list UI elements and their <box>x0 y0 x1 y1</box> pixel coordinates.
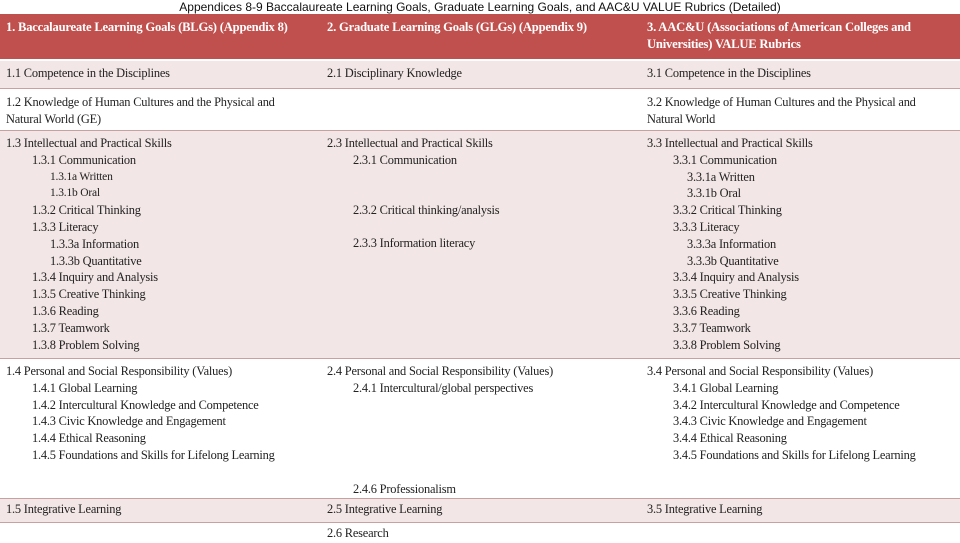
list-item: 2.3.3 Information literacy <box>353 236 476 251</box>
cell <box>320 131 640 358</box>
list-item: 1.4.5 Foundations and Skills for Lifelong Learning <box>32 447 275 462</box>
table-row <box>0 89 960 131</box>
list-item: 3.3.2 Critical Thinking <box>673 203 782 218</box>
list-item: 3.3 Intellectual and Practical Skills <box>647 136 813 150</box>
list-item: 3.3.3 Literacy <box>673 219 740 234</box>
list-item: 3.3.6 Reading <box>673 303 740 318</box>
list-item: 3.3.3b Quantitative <box>687 253 779 268</box>
cell: 1.1 Competence in the Disciplines <box>6 66 170 80</box>
list-item: 1.3.4 Inquiry and Analysis <box>32 270 158 285</box>
table-row <box>0 131 960 359</box>
list-item: 3.3.3a Information <box>687 236 776 251</box>
list-item: 3.3.7 Teamwork <box>673 320 751 335</box>
table-row <box>0 523 960 543</box>
list-item: 2.3 Intellectual and Practical Skills <box>327 136 493 150</box>
cell: 3.1 Competence in the Disciplines <box>647 66 811 80</box>
table-row <box>0 499 960 523</box>
list-item: 1.3.3a Information <box>50 236 139 251</box>
list-item: 1.4 Personal and Social Responsibility (Values) <box>6 364 232 378</box>
list-item: 2.4 Personal and Social Responsibility (Values) <box>327 364 553 378</box>
cell: 1.2 Knowledge of Human Cultures and the Physical and Natural World (GE) <box>6 95 275 126</box>
list-item: 3.3.1a Written <box>687 169 755 184</box>
cell: 3.2 Knowledge of Human Cultures and the Physical and Natural World <box>647 95 916 126</box>
list-item: 1.4.4 Ethical Reasoning <box>32 431 146 446</box>
list-item: 1.3.2 Critical Thinking <box>32 203 141 218</box>
list-item: 1.4.1 Global Learning <box>32 380 138 395</box>
list-item: 1.3.5 Creative Thinking <box>32 287 146 302</box>
list-item: 3.4.4 Ethical Reasoning <box>673 431 787 446</box>
cell <box>640 131 960 358</box>
list-item: 2.4.1 Intercultural/global perspectives <box>353 380 534 395</box>
list-item: 3.4.2 Intercultural Knowledge and Competence <box>673 397 900 412</box>
list-item: 1.3.1b Oral <box>50 187 100 200</box>
cell <box>640 359 960 498</box>
list-item: 1.3.6 Reading <box>32 303 99 318</box>
list-item: 3.3.5 Creative Thinking <box>673 287 787 302</box>
page-title: Appendices 8-9 Baccalaureate Learning Goals, Graduate Learning Goals, and AAC&U VALUE Rubrics (Detailed) <box>179 0 781 14</box>
list-item: 1.3.8 Problem Solving <box>32 337 140 352</box>
list-item: 1.3.7 Teamwork <box>32 320 110 335</box>
list-item: 2.3.2 Critical thinking/analysis <box>353 202 500 217</box>
list-item: 3.4.1 Global Learning <box>673 380 779 395</box>
table-header-row <box>0 14 960 61</box>
list-item: 2.3.1 Communication <box>353 152 457 167</box>
header-aacu: 3. AAC&U (Associations of American Colleges and Universities) VALUE Rubrics <box>647 20 911 51</box>
list-item: 3.4.3 Civic Knowledge and Engagement <box>673 414 867 429</box>
cell: 2.5 Integrative Learning <box>327 502 443 516</box>
list-item: 1.3 Intellectual and Practical Skills <box>6 136 172 150</box>
cell <box>320 359 640 498</box>
cell: 2.6 Research <box>327 526 389 540</box>
cell: 3.5 Integrative Learning <box>647 502 763 516</box>
list-item: 1.3.1 Communication <box>32 152 136 167</box>
list-item: 1.3.3 Literacy <box>32 219 99 234</box>
table-row <box>0 61 960 89</box>
cell <box>0 359 320 498</box>
list-item: 3.3.1 Communication <box>673 152 777 167</box>
list-item: 1.4.2 Intercultural Knowledge and Competence <box>32 397 259 412</box>
cell <box>640 523 960 543</box>
cell <box>0 131 320 358</box>
list-item: 3.3.8 Problem Solving <box>673 337 781 352</box>
cell: 1.5 Integrative Learning <box>6 502 122 516</box>
list-item: 3.3.4 Inquiry and Analysis <box>673 270 799 285</box>
table-row <box>0 359 960 499</box>
list-item: 2.4.6 Professionalism <box>353 481 456 496</box>
list-item: 3.4.5 Foundations and Skills for Lifelong Learning <box>673 447 916 462</box>
list-item: 3.3.1b Oral <box>687 186 741 201</box>
list-item: 3.4 Personal and Social Responsibility (Values) <box>647 364 873 378</box>
cell: 2.1 Disciplinary Knowledge <box>327 66 462 80</box>
cell <box>320 89 640 130</box>
list-item: 1.3.1a Written <box>50 170 113 183</box>
cell <box>0 523 320 543</box>
header-blgs: 1. Baccalaureate Learning Goals (BLGs) (Appendix 8) <box>6 20 288 34</box>
list-item: 1.4.3 Civic Knowledge and Engagement <box>32 414 226 429</box>
list-item: 1.3.3b Quantitative <box>50 253 142 268</box>
header-glgs: 2. Graduate Learning Goals (GLGs) (Appendix 9) <box>327 20 587 34</box>
